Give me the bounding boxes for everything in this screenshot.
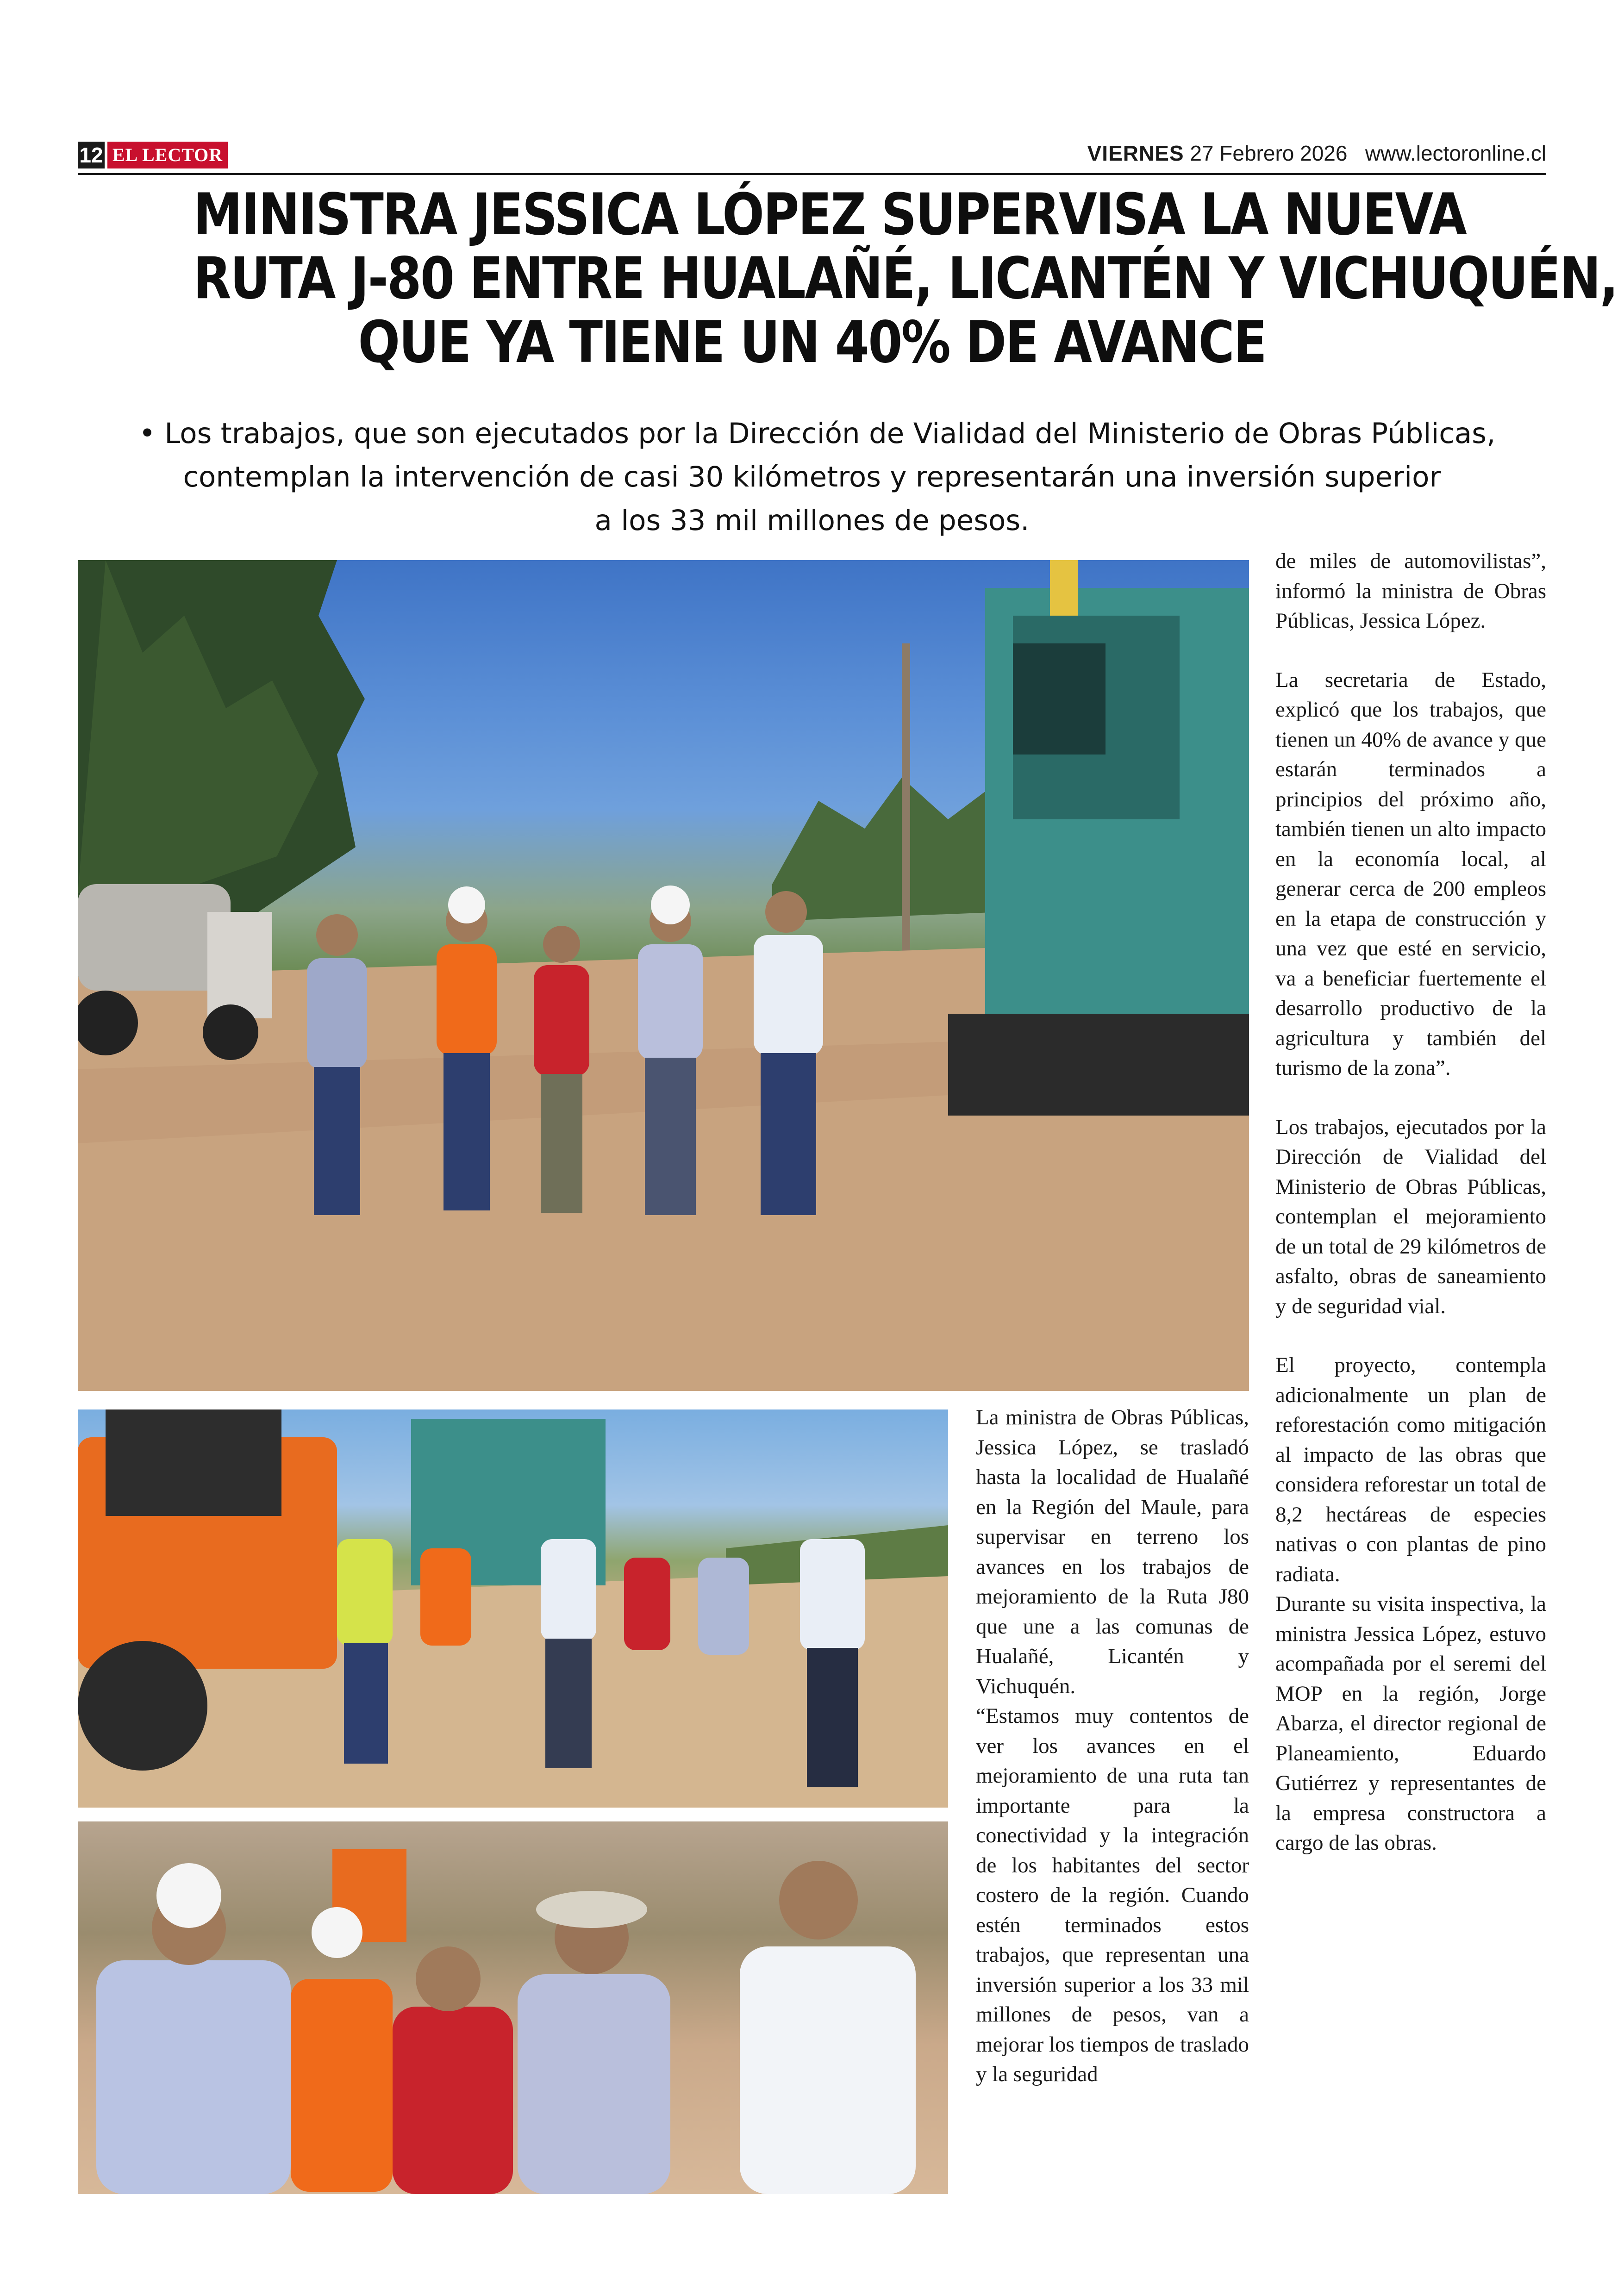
- article-paragraph: El proyecto, contempla adicionalmente un plan de reforestación como mitigación al impacto de las obras que considera reforestar un total de 8,2 hectáreas de especies nativas o con plantas de pino radiata.: [1275, 1353, 1546, 1586]
- website-link[interactable]: www.lectoronline.cl: [1365, 141, 1546, 165]
- dateline-date: 27 Febrero 2026: [1190, 141, 1348, 165]
- article-paragraph: La ministra de Obras Públicas, Jessica López, se trasladó hasta la localidad de Hualañé en la Región del Maule, para supervisar en terreno los avances en los trabajos de mejoramiento de la Ruta J80 que une a las comunas de Hualañé, Licantén y Vichuquén.: [976, 1405, 1249, 1698]
- main-photo-illustration: [78, 560, 1249, 1391]
- article-paragraph: “Estamos muy contentos de ver los avances en el mejoramiento de una ruta tan importante para la conectividad y la integración de los habitantes del sector costero de la región. Cuando estén terminados estos trabajos, que representan una inversión superior a los 33 mil millones de pesos, van a mejorar los tiempos de traslado y la seguridad: [976, 1704, 1249, 2086]
- page-header: [78, 139, 1546, 171]
- header-rule: [78, 173, 1546, 175]
- roller-photo: [78, 1409, 948, 1808]
- headline-line-2: RUTA J-80 ENTRE HUALAÑÉ, LICANTÉN Y VICHUQUÉN,: [193, 245, 1618, 312]
- article-right-column: [1275, 546, 1546, 1858]
- article-paragraph: Durante su visita inspectiva, la ministra Jessica López, estuvo acompañada por el seremi del MOP en la región, Jorge Abarza, el director regional de Planeamiento, Eduardo Gutiérrez y representantes de la empresa constructora a cargo de las obras.: [1275, 1592, 1546, 1855]
- deck-line-3: a los 33 mil millones de pesos.: [594, 504, 1030, 537]
- article-paragraph: de miles de automovilistas”, informó la ministra de Obras Públicas, Jessica López.: [1275, 549, 1546, 633]
- deck-line-1: • Los trabajos, que son ejecutados por la Dirección de Vialidad del Ministerio de Obras Públicas,: [139, 417, 1496, 450]
- article-paragraph: Los trabajos, ejecutados por la Dirección de Vialidad del Ministerio de Obras Públicas, contemplan el mejoramiento de un total de 29 kilómetros de asfalto, obras de saneamiento y de seguridad vial.: [1275, 1115, 1546, 1318]
- dateline-day: VIERNES: [1087, 141, 1184, 165]
- newspaper-logo: EL LECTOR: [107, 142, 228, 168]
- deck-summary: [139, 412, 1496, 543]
- dateline: [1087, 141, 1546, 166]
- headline: [193, 181, 1618, 376]
- article-middle-column: [976, 1403, 1249, 2089]
- main-photo: [78, 560, 1249, 1391]
- headline-line-3: QUE YA TIENE UN 40% DE AVANCE: [358, 309, 1266, 376]
- group-closeup-illustration: [78, 1821, 948, 2194]
- headline-line-1: MINISTRA JESSICA LÓPEZ SUPERVISA LA NUEVA: [193, 181, 1466, 248]
- roller-photo-illustration: [78, 1409, 948, 1808]
- page-number: 12: [78, 142, 105, 168]
- deck-line-2: contemplan la intervención de casi 30 kilómetros y representarán una inversión superior: [183, 461, 1441, 493]
- group-closeup-photo: [78, 1821, 948, 2194]
- article-paragraph: La secretaria de Estado, explicó que los trabajos, que tienen un 40% de avance y que estarán terminados a principios del próximo año, también tienen un alto impacto en la economía local, al generar cerca de 200 empleos en la etapa de construcción y una vez que esté en servicio, va a beneficiar fuertemente el desarrollo productivo de la agricultura y también del turismo de la zona”.: [1275, 667, 1546, 1080]
